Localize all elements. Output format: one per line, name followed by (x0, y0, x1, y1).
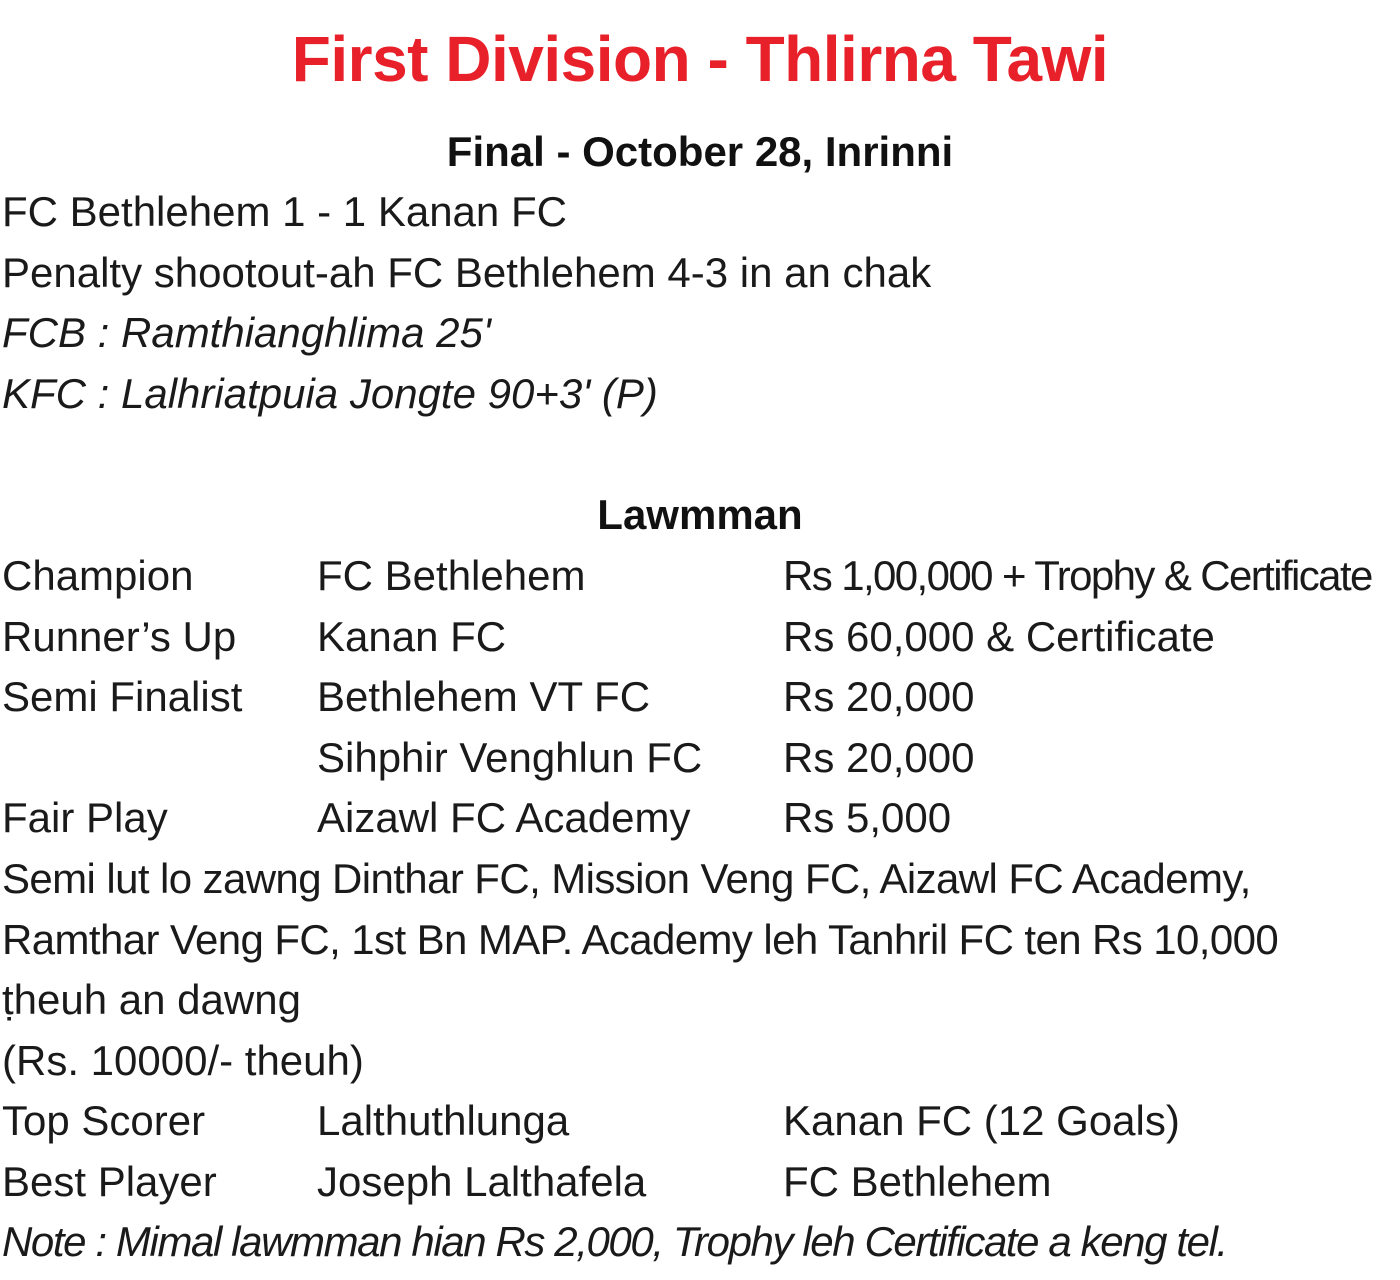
individual-player: Joseph Lalthafela (317, 1158, 647, 1205)
award-prize: Rs 1,00,000 + Trophy & Certificate (783, 552, 1372, 599)
award-team: Aizawl FC Academy (317, 794, 691, 841)
individual-player: Lalthuthlunga (317, 1097, 570, 1144)
award-team: FC Bethlehem (317, 552, 586, 599)
individual-category: Top Scorer (2, 1097, 206, 1144)
award-prize: Rs 5,000 (783, 794, 952, 841)
award-prize: Rs 20,000 (783, 673, 975, 720)
awards-note: Note : Mimal lawmman hian Rs 2,000, Trophy leh Certificate a keng tel. (2, 1218, 1227, 1265)
page-title: First Division - Thlirna Tawi (291, 23, 1109, 95)
award-prize: Rs 20,000 (783, 734, 975, 781)
semi-note-line: (Rs. 10000/- theuh) (2, 1037, 364, 1084)
shootout-result: Penalty shootout-ah FC Bethlehem 4-3 in an chak (2, 249, 932, 296)
award-category: Runner’s Up (2, 613, 237, 660)
award-category: Fair Play (2, 794, 168, 841)
individual-detail: FC Bethlehem (783, 1158, 1052, 1205)
scorer-kfc: KFC : Lalhriatpuia Jongte 90+3' (P) (2, 370, 658, 417)
award-team: Sihphir Venghlun FC (317, 734, 703, 781)
award-team: Bethlehem VT FC (317, 673, 651, 720)
semi-note-line: ṭheuh an dawng (2, 976, 301, 1023)
semi-note-line: Ramthar Veng FC, 1st Bn MAP. Academy leh Tanhril FC ten Rs 10,000 (2, 916, 1279, 963)
individual-detail: Kanan FC (12 Goals) (783, 1097, 1180, 1144)
award-prize: Rs 60,000 & Certificate (783, 613, 1215, 660)
award-team: Kanan FC (317, 613, 507, 660)
final-heading: Final - October 28, Inrinni (446, 128, 954, 175)
individual-category: Best Player (2, 1158, 217, 1205)
award-category: Semi Finalist (2, 673, 243, 720)
semi-note-line: Semi lut lo zawng Dinthar FC, Mission Veng FC, Aizawl FC Academy, (2, 855, 1251, 902)
final-score: FC Bethlehem 1 - 1 Kanan FC (2, 188, 567, 235)
awards-heading: Lawmman (597, 491, 803, 538)
scorer-fcb: FCB : Ramthianghlima 25' (2, 309, 491, 356)
award-category: Champion (2, 552, 194, 599)
